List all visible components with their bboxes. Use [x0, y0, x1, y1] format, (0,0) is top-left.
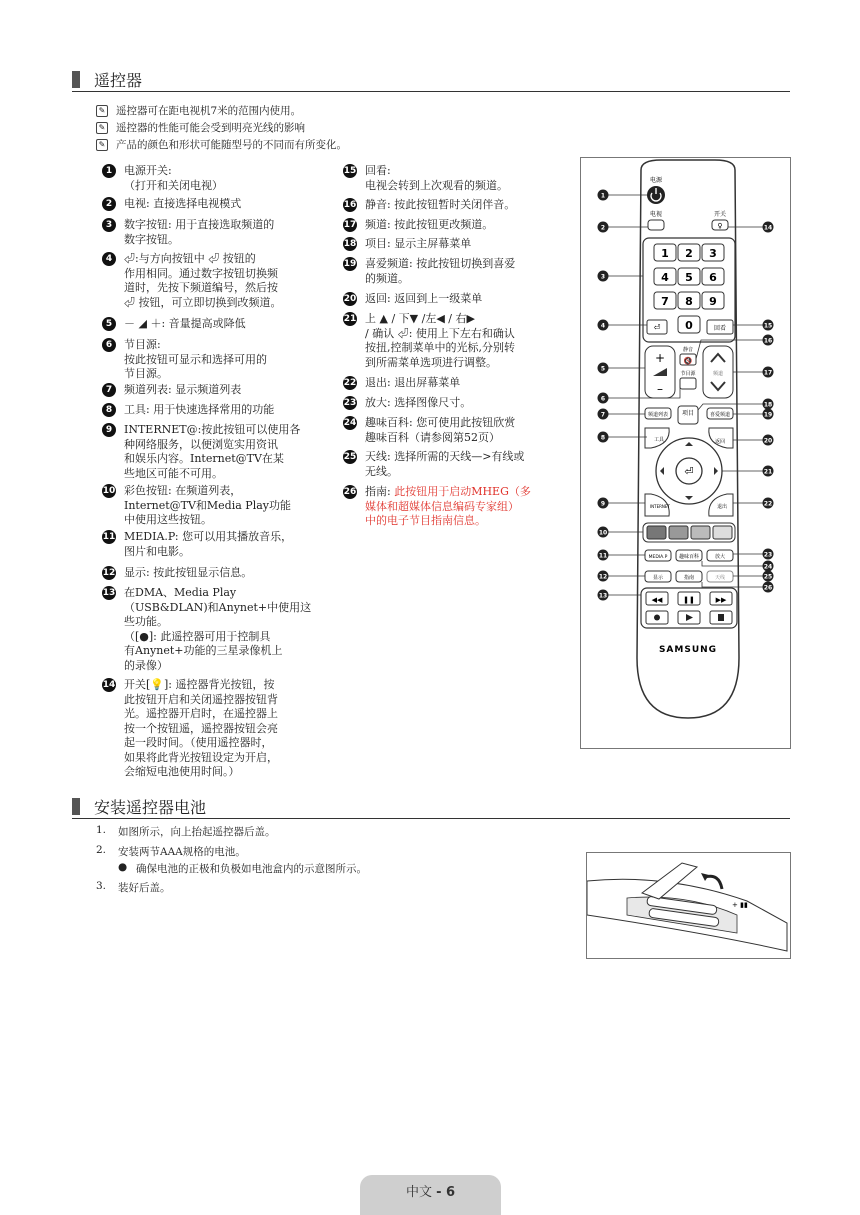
- callout-badges-right: [763, 222, 774, 593]
- list-item: 11 MEDIA.P: 您可以用其播放音乐， 图片和电影。: [102, 530, 293, 558]
- list-item: 10 彩色按钮: 在频道列表， Internet@TV和Media Play功能 中使用这些按钮。: [102, 484, 291, 526]
- callout-number: 21: [763, 468, 773, 476]
- list-item: 19 喜爱频道: 按此按钮切换到喜爱 的频道。: [343, 257, 516, 285]
- callout-number: 24: [763, 563, 773, 571]
- bullet-item: ● 确保电池的正极和负极如电池盒内的示意图所示。: [118, 861, 367, 875]
- svg-text:退出: 退出: [717, 504, 728, 510]
- note-icon: ✎: [96, 139, 108, 151]
- heading-bar: [72, 798, 80, 815]
- digit-label: 0: [685, 319, 693, 332]
- list-item: 18 项目: 显示主屏幕菜单: [343, 237, 472, 250]
- svg-text:–: –: [657, 382, 663, 396]
- list-item: 13 在DMA、Media Play （USB&DLAN)和Anynet+中使用这 些功能。 （[●]: 此遥控器可用于控制具 有Anynet+功能的三星录像机上 的录像）: [102, 586, 312, 672]
- ch-label: 频道: [712, 371, 724, 377]
- list-item: 4 ⏎:与方向按钮中 ⏎ 按钮的 作用相同。通过数字按钮切换频 道时，先按下频道编号，然后按 ⏎ 按钮，可立即切换到改频道。: [102, 252, 282, 310]
- back-label: 回看: [713, 325, 727, 332]
- list-item: 25 天线: 选择所需的天线—>有线或 无线。: [343, 450, 525, 478]
- list-item: 12 显示: 按此按钮显示信息。: [102, 566, 253, 579]
- callout-badges-left: [598, 190, 609, 601]
- callout-number: 13: [598, 592, 608, 600]
- remote-svg: [581, 158, 790, 748]
- list-item: 6 节目源: 按此按钮可显示和选择可用的 节目源。: [102, 338, 267, 382]
- footer-language: 中文: [405, 1185, 432, 1200]
- svg-text:❚❚: ❚❚: [683, 596, 695, 604]
- callout-number: 7: [600, 411, 606, 419]
- color-button-blue[interactable]: [713, 526, 732, 539]
- callout-number: 26: [763, 584, 773, 592]
- list-item: 8 工具: 用于快速选择常用的功能: [102, 403, 274, 418]
- digit-label: 1: [661, 247, 669, 260]
- list-item: 9 INTERNET@:按此按钮可以使用各 种网络服务，以便浏览实用资讯 和娱乐内容。Internet@TV在某 些地区可能不可用。: [102, 423, 300, 481]
- svg-text:放大: 放大: [714, 554, 726, 560]
- callout-number: 22: [763, 500, 773, 508]
- list-item: 5 － ◢ ＋: 音量提高或降低: [102, 317, 246, 332]
- tv-button[interactable]: [648, 220, 664, 230]
- source-button[interactable]: [680, 378, 696, 389]
- list-item: 7 频道列表: 显示频道列表: [102, 383, 241, 398]
- svg-text:⏎: ⏎: [653, 323, 661, 332]
- svg-text:+: +: [654, 351, 666, 365]
- callout-number: 3: [600, 273, 606, 281]
- list-item: 24 趣味百科: 您可使用此按钮欣赏 趣味百科（请参阅第52页）: [343, 416, 516, 444]
- callout-number: 12: [598, 573, 608, 581]
- svg-text:项目: 项目: [681, 410, 695, 417]
- svg-text:返回: 返回: [715, 439, 726, 445]
- list-item: 17 频道: 按此按钮更改频道。: [343, 218, 494, 231]
- callout-number: 15: [763, 322, 773, 330]
- svg-text:MEDIA.P: MEDIA.P: [648, 555, 668, 560]
- callout-number: 16: [763, 337, 773, 345]
- section-title: 遥控器: [94, 71, 143, 90]
- list-item: 20 返回: 返回到上一级菜单: [343, 292, 483, 305]
- heading-bar: [72, 71, 80, 88]
- svg-text:⏎: ⏎: [684, 465, 694, 478]
- mute-label: 静音: [682, 347, 694, 353]
- svg-text:天线: 天线: [714, 575, 726, 581]
- callout-number: 17: [763, 369, 773, 377]
- callout-number: 19: [763, 411, 773, 419]
- svg-text:趣味百科: 趣味百科: [678, 554, 700, 560]
- color-button-green[interactable]: [669, 526, 688, 539]
- callout-number: 4: [600, 322, 606, 330]
- source-label: 节目源: [680, 371, 696, 377]
- callout-number: 9: [600, 500, 606, 508]
- callout-number: 8: [600, 434, 606, 442]
- step-item: 1. 如图所示，向上抬起遥控器后盖。: [96, 824, 276, 838]
- list-item: 22 退出: 退出屏幕菜单: [343, 376, 461, 389]
- svg-text:喜爱频道: 喜爱频道: [709, 412, 731, 418]
- step-item: 3. 装好后盖。: [96, 880, 171, 894]
- svg-text:指南: 指南: [683, 575, 695, 581]
- digit-label: 5: [685, 271, 693, 284]
- svg-text:▶▶: ▶▶: [715, 596, 727, 604]
- brand-logo: SAMSUNG: [658, 645, 718, 655]
- color-button-red[interactable]: [647, 526, 666, 539]
- callout-number: 20: [763, 437, 773, 445]
- svg-text:◀◀: ◀◀: [651, 596, 663, 604]
- list-item: 14 开关[💡]: 遥控器背光按钮，按 此按钮开启和关闭遥控器按钮背 光。遥控器开启时，在遥控器上 按一个按钮遥，遥控器按钮会亮 起一段时间。（使用遥控器时， 如果将此背光按钮设定为开启， 会缩短电池使用时间。）: [102, 678, 278, 778]
- callout-number: 2: [600, 224, 606, 232]
- digit-label: 4: [661, 271, 669, 284]
- digit-label: 3: [709, 247, 717, 260]
- list-item: 2 电视: 直接选择电视模式: [102, 197, 241, 212]
- svg-text:+ ▮▮: + ▮▮: [732, 901, 748, 909]
- section-heading-remote: [72, 68, 142, 91]
- page-number-tab: [360, 1175, 501, 1215]
- note-icon: ✎: [96, 122, 108, 134]
- power-label: 电源: [649, 177, 663, 184]
- digit-label: 6: [709, 271, 717, 284]
- list-item: 1 电源开关: （打开和关闭电视）: [102, 164, 223, 193]
- bullet-dot: ●: [118, 861, 128, 873]
- digit-label: 2: [685, 247, 693, 260]
- heading-rule: [72, 818, 790, 819]
- remote-illustration: [580, 157, 791, 749]
- callout-number: 23: [763, 551, 773, 559]
- note: ✎ 产品的颜色和形状可能随型号的不同而有所变化。: [96, 137, 347, 152]
- battery-illustration: [586, 852, 791, 959]
- bulb-icon: ♀: [717, 222, 723, 230]
- svg-text:显示: 显示: [652, 575, 664, 581]
- heading-rule: [72, 91, 790, 92]
- list-item: 15 回看: 电视会转到上次观看的频道。: [343, 164, 508, 192]
- list-item: 16 静音: 按此按钮暂时关闭伴音。: [343, 198, 516, 211]
- svg-text:INTERNET: INTERNET: [650, 504, 670, 509]
- digit-label: 8: [685, 295, 693, 308]
- callout-number: 25: [763, 573, 773, 581]
- color-button-yellow[interactable]: [691, 526, 710, 539]
- tv-label: 电视: [649, 211, 663, 218]
- callout-number: 14: [763, 224, 773, 232]
- switch-label: 开关: [713, 211, 727, 218]
- callout-number: 1: [600, 192, 606, 200]
- step-item: 2. 安装两节AAA规格的电池。: [96, 844, 246, 858]
- page-number: - 6: [436, 1185, 456, 1200]
- callout-number: 11: [598, 552, 608, 560]
- svg-text:频道列表: 频道列表: [647, 412, 669, 418]
- note-icon: ✎: [96, 105, 108, 117]
- list-item: 3 数字按钮: 用于直接选取频道的 数字按钮。: [102, 218, 274, 247]
- callout-number: 6: [600, 395, 606, 403]
- svg-text:工具: 工具: [654, 437, 665, 443]
- note: ✎ 遥控器的性能可能会受到明亮光线的影响: [96, 120, 305, 135]
- callout-number: 5: [600, 365, 606, 373]
- guide-highlight: 此按钮用于启动MHEG（多 媒体和超媒体信息编码专家组） 中的电子节目指南信息。: [365, 485, 531, 527]
- list-item: 23 放大: 选择图像尺寸。: [343, 396, 472, 409]
- note: ✎ 遥控器可在距电视机7米的范围内使用。: [96, 103, 301, 118]
- digit-label: 9: [709, 295, 717, 308]
- digit-label: 7: [661, 295, 669, 308]
- speaker-icon: 🔇: [683, 357, 693, 365]
- callout-number: 10: [598, 529, 608, 537]
- section-heading-battery: [72, 795, 206, 818]
- callout-number: 18: [763, 401, 773, 409]
- list-item: 21 上 ▲ / 下▼ /左◀ / 右▶ / 确认 ⏎: 使用上下左右和确认 按扭,控制菜单中的光标,分别转 到所需菜单选项进行调整。: [343, 312, 515, 369]
- section-title: 安装遥控器电池: [94, 798, 207, 817]
- list-item: 26 指南: 此按钮用于启动MHEG（多 媒体和超媒体信息编码专家组） 中的电子节目指南信息。: [343, 485, 531, 527]
